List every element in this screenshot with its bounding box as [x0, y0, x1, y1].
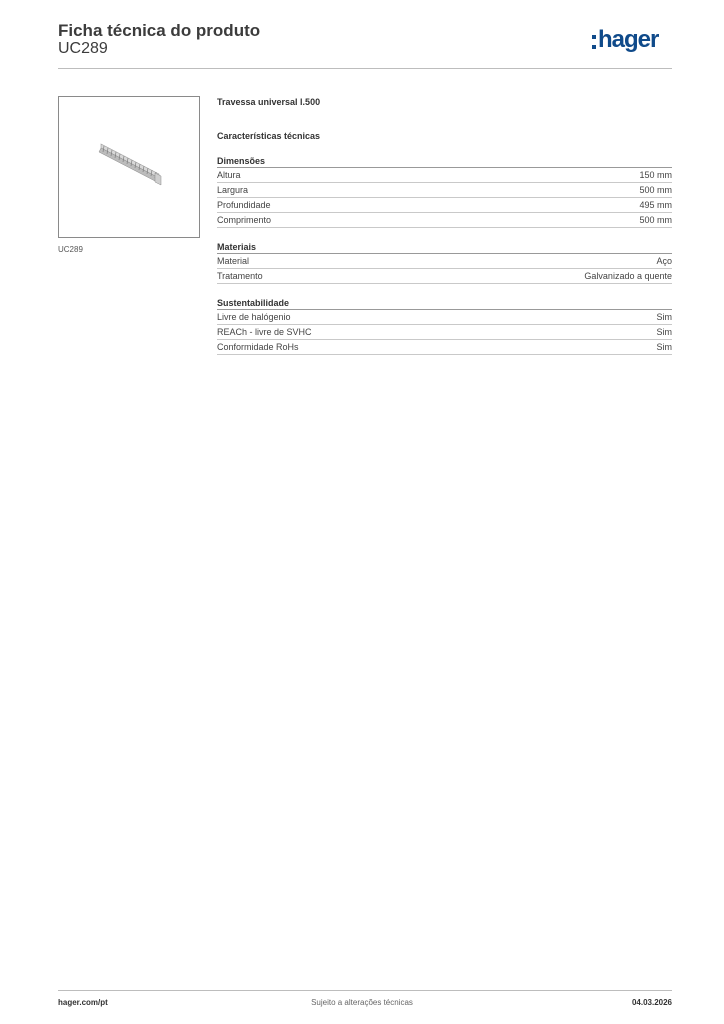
product-name: Travessa universal l.500 [217, 97, 321, 107]
spec-label: Comprimento [217, 215, 272, 225]
spec-label: Largura [217, 185, 249, 195]
spec-value: Galvanizado a quente [584, 271, 672, 281]
section-title-dimensions: Dimensões [217, 155, 672, 168]
spec-value: Aço [656, 256, 672, 266]
spec-value: 150 mm [639, 170, 672, 180]
hager-logo [592, 28, 658, 56]
spec-row [217, 254, 672, 269]
spec-content [217, 96, 672, 355]
spec-row [217, 198, 672, 213]
spec-label: Conformidade RoHs [217, 342, 299, 352]
product-image-caption: UC289 [58, 245, 83, 254]
spec-label: Livre de halógenio [217, 312, 291, 322]
spec-label: Altura [217, 170, 241, 180]
page-title: Ficha técnica do produto [58, 21, 261, 40]
crossbar-product-icon [59, 97, 201, 239]
footer-date: 04.03.2026 [631, 998, 672, 1007]
logo-dots-icon [592, 35, 596, 49]
spec-value: Sim [656, 327, 672, 337]
section-title-sustainability: Sustentabilidade [217, 297, 672, 310]
header-divider [58, 68, 672, 69]
spec-label: Tratamento [217, 271, 263, 281]
spec-row [217, 183, 672, 198]
footer-website-link[interactable]: hager.com/pt [58, 998, 108, 1007]
spec-value: 495 mm [639, 200, 672, 210]
spec-row [217, 310, 672, 325]
spec-value: Sim [656, 312, 672, 322]
spec-label: Material [217, 256, 250, 266]
spec-row [217, 213, 672, 228]
spec-value: 500 mm [639, 215, 672, 225]
spec-row [217, 325, 672, 340]
spec-label: Profundidade [217, 200, 271, 210]
spec-row [217, 168, 672, 183]
footer-notice: Sujeito a alterações técnicas [311, 998, 413, 1007]
footer-divider [58, 990, 672, 991]
spec-label: REACh - livre de SVHC [217, 327, 312, 337]
spec-row [217, 340, 672, 355]
spec-value: Sim [656, 342, 672, 352]
logo-text: hager [598, 26, 659, 53]
spec-value: 500 mm [639, 185, 672, 195]
tech-title: Características técnicas [217, 131, 321, 141]
product-image-frame [58, 96, 200, 238]
spec-row [217, 269, 672, 284]
section-title-materials: Materiais [217, 241, 672, 254]
product-code: UC289 [58, 40, 108, 57]
